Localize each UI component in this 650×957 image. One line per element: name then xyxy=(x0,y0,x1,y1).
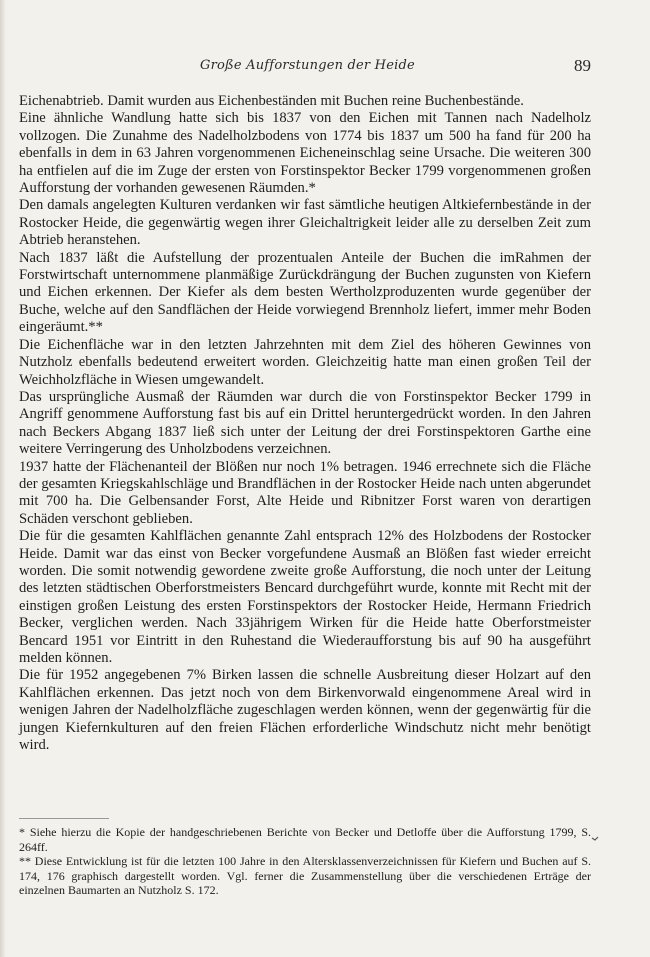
paragraph: Eine ähnliche Wandlung hatte sich bis 1837 von den Eichen mit Tannen nach Nadelholz vollzogen. Die Zunahme des Nadelholzbodens von 1774 bis 1837 um 500 ha fand für 200 ha ebenfalls in dem in 63 Jahren vorgenommenen Eicheneinschlag seine Ursache. Die weiteren 300 ha entfielen auf die im Zuge der ersten von Forstinspektor Becker 1799 vorgenommenen großen Aufforstung der vorhanden gewesenen Räumden.* xyxy=(19,110,591,197)
paragraph: Den damals angelegten Kulturen verdanken wir fast sämtliche heutigen Altkiefernbestände in der Rostocker Heide, die gegenwärtig wegen ihrer Gleichaltrigkeit leider alle zu derselben Zeit zum Abtrieb heranstehen. xyxy=(19,197,591,249)
paragraph: 1937 hatte der Flächenanteil der Blößen nur noch 1% betragen. 1946 errechnete sich die Fläche der gesamten Kriegskahlschläge und Brandflächen in der Rostocker Heide nach unten abgerundet mit 700 ha. Die Gelbensander Forst, Alte Heide und Ribnitzer Forst waren von derartigen Schäden verschont geblieben. xyxy=(19,458,591,527)
page-number: 89 xyxy=(574,56,591,75)
main-text xyxy=(19,93,591,754)
footnotes xyxy=(19,825,591,898)
footnote: ** Diese Entwicklung ist für die letzten 100 Jahre in den Altersklassenverzeichnissen für Kiefern und Buchen auf S. 174, 176 graphisch dargestellt worden. Vgl. ferner die Zusammenstellung über die verschiedenen Erträge der einzelnen Baumarten an Nutzholz S. 172. xyxy=(19,854,591,898)
paragraph: Die Eichenfläche war in den letzten Jahrzehnten mit dem Ziel des höheren Gewinnes von Nutzholz ebenfalls bedeutend erweitert worden. Gleichzeitig hatte man einen großen Teil der Weichholzfläche in Wiesen umgewandelt. xyxy=(19,336,591,388)
pencil-mark-icon xyxy=(591,836,599,842)
paragraph: Das ursprüngliche Ausmaß der Räumden war durch die von Forstinspektor Becker 1799 in Angriff genommene Aufforstung fast bis auf ein Drittel heruntergedrückt worden. In den Jahren nach Beckers Abgang 1837 ließ sich unter der Leitung der drei Forstinspektoren Garthe eine weitere Verringerung des Unholzbodens verzeichnen. xyxy=(19,388,591,458)
running-title: Große Aufforstungen der Heide xyxy=(200,58,415,73)
paragraph: Nach 1837 läßt die Aufstellung der prozentualen Anteile der Buchen die imRahmen der Forstwirtschaft unternommene planmäßige Zurückdrängung der Buchen zugunsten von Kiefern und Eichen erkennen. Der Kiefer als dem besten Wertholzproduzenten wurde gegenüber der Buche, welche auf den Sandflächen der Heide vorwiegend Brennholz liefert, immer mehr Boden eingeräumt.** xyxy=(19,249,591,336)
paragraph: Die für die gesamten Kahlflächen genannte Zahl entsprach 12% des Holzbodens der Rostocker Heide. Damit war das einst von Becker vorgefundene Ausmaß an Blößen fast wieder erreicht worden. Die somit notwendig gewordene zweite große Aufforstung, die noch unter der Leitung des letzten städtischen Oberforstmeisters Bencard durchgeführt wurde, konnte mit Recht mit der einstigen großen Leistung des ersten Forstinspektors der Rostocker Heide, Hermann Friedrich Becker, verglichen werden. Nach 33jährigem Wirken für die Heide hatte Oberforstmeister Bencard 1951 vor Eintritt in den Ruhestand die Wiederaufforstung bis auf 90 ha ausgeführt melden können. xyxy=(19,528,591,666)
page-gutter-shadow xyxy=(0,0,6,957)
footnote-divider xyxy=(19,818,109,819)
paragraph: Eichenabtrieb. Damit wurden aus Eichenbeständen mit Buchen reine Buchenbestände. xyxy=(19,93,524,109)
footnote: * Siehe hierzu die Kopie der handgeschriebenen Berichte von Becker und Detloffe über die Aufforstung 1799, S. 264ff. xyxy=(19,825,591,854)
paragraph: Die für 1952 angegebenen 7% Birken lassen die schnelle Ausbreitung dieser Holzart auf den Kahlflächen erkennen. Das jetzt noch von dem Birkenvorwald eingenommene Areal wird in wenigen Jahren der Nadelholzfläche zugeschlagen werden können, wenn der gegenwärtig für die jungen Kiefernkulturen auf den freien Flächen erforderliche Windschutz nicht mehr benötigt wird. xyxy=(19,667,591,754)
